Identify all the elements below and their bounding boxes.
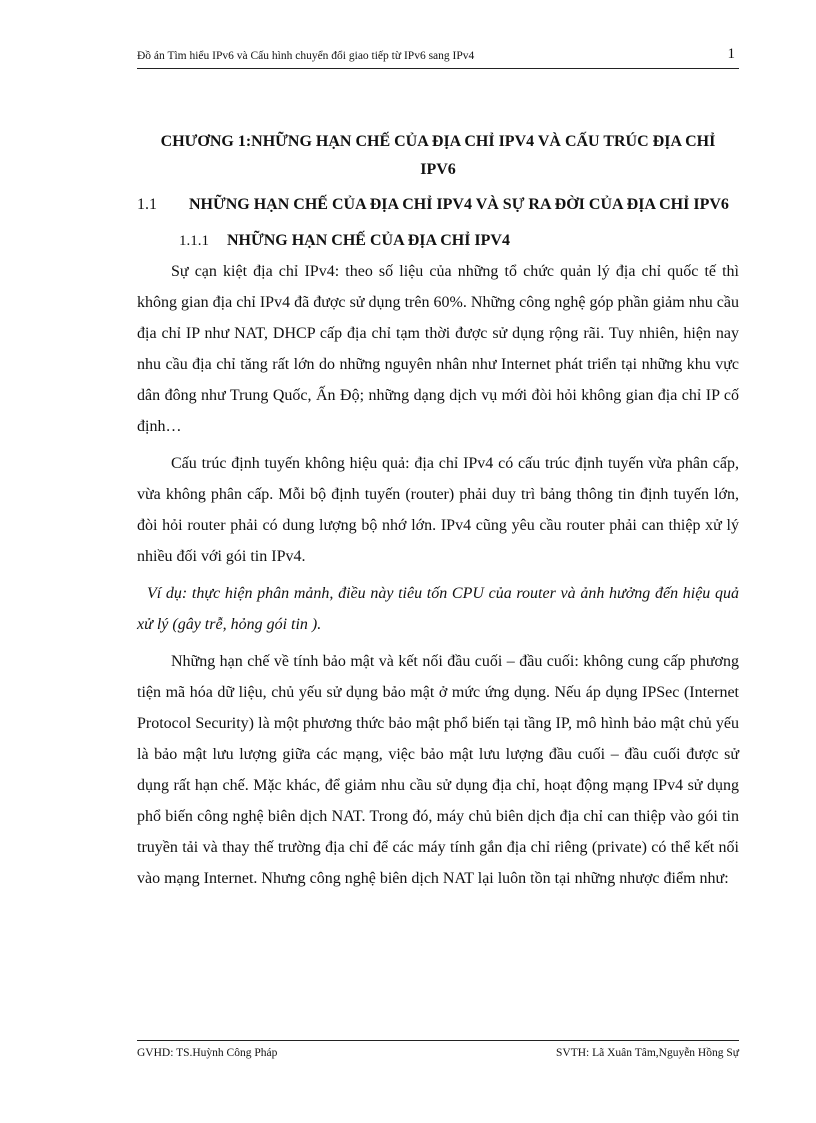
subsection-number: 1.1.1 (179, 233, 209, 249)
page-header (137, 48, 739, 69)
page-content (137, 128, 739, 894)
paragraph-example: Ví dụ: thực hiện phân mảnh, điều này tiêu tốn CPU của router và ảnh hưởng đến hiệu quả xử lý (gây trễ, hỏng gói tin ). (137, 585, 739, 633)
header-title: Đồ án Tìm hiểu IPv6 và Cấu hình chuyển đổi giao tiếp từ IPv6 sang IPv4 (137, 50, 475, 62)
section-number: 1.1 (137, 196, 157, 213)
paragraph-security-limits: Những hạn chế về tính bảo mật và kết nối đầu cuối – đầu cuối: không cung cấp phương tiện mã hóa dữ liệu, chủ yếu sử dụng bảo mật ở mức ứng dụng. Nếu áp dụng IPSec (Internet Protocol Security) là một phương thức bảo mật phổ biến tại tầng IP, mô hình bảo mật chủ yếu là bảo mật lưu lượng giữa các mạng, việc bảo mật lưu lượng đầu cuối – đầu cuối được sử dụng rất hạn chế. Mặc khác, để giảm nhu cầu sử dụng địa chỉ, hoạt động mạng IPv4 sử dụng phổ biến công nghệ biên dịch NAT. Trong đó, máy chủ biên dịch địa chỉ can thiệp vào gói tin truyền tải và thay thế trường địa chỉ để các máy tính gắn địa chỉ riêng (private) có thể kết nối vào mạng Internet. Nhưng công nghệ biên dịch NAT lại luôn tồn tại những nhược điểm như: (137, 653, 739, 887)
chapter-title: CHƯƠNG 1:NHỮNG HẠN CHẾ CỦA ĐỊA CHỈ IPV4 VÀ CẤU TRÚC ĐỊA CHỈ IPV6 (160, 133, 716, 178)
page-footer (137, 1040, 739, 1059)
subsection-heading (137, 226, 739, 256)
section-title: NHỮNG HẠN CHẾ CỦA ĐỊA CHỈ IPV4 VÀ SỰ RA ĐỜI CỦA ĐỊA CHỈ IPV6 (189, 196, 729, 213)
subsection-title: NHỮNG HẠN CHẾ CỦA ĐỊA CHỈ IPV4 (227, 232, 510, 249)
paragraph-ipv4-exhaustion: Sự cạn kiệt địa chỉ IPv4: theo số liệu của những tổ chức quản lý địa chỉ quốc tế thì không gian địa chỉ IPv4 đã được sử dụng trên 60%. Những công nghệ góp phần giảm nhu cầu địa chỉ IP như NAT, DHCP cấp địa chỉ tạm thời được sử dụng rộng rãi. Tuy nhiên, hiện nay nhu cầu địa chỉ tăng rất lớn do những nguyên nhân như Internet phát triển tại những khu vực dân đông như Trung Quốc, Ấn Độ; những dạng dịch vụ mới đòi hỏi không gian địa chỉ IP cố định… (137, 263, 739, 435)
section-heading (137, 190, 739, 220)
page-number: 1 (727, 46, 735, 62)
paragraph-routing-structure: Cấu trúc định tuyến không hiệu quả: địa chỉ IPv4 có cấu trúc định tuyến vừa phân cấp, vừa không phân cấp. Mỗi bộ định tuyến (router) phải duy trì bảng thông tin định tuyến lớn, đòi hỏi router phải có dung lượng bộ nhớ lớn. IPv4 cũng yêu cầu router phải can thiệp xử lý nhiều đối với gói tin IPv4. (137, 455, 739, 565)
footer-students: SVTH: Lã Xuân Tâm,Nguyễn Hồng Sự (556, 1047, 739, 1059)
footer-supervisor: GVHD: TS.Huỳnh Công Pháp (137, 1047, 278, 1059)
